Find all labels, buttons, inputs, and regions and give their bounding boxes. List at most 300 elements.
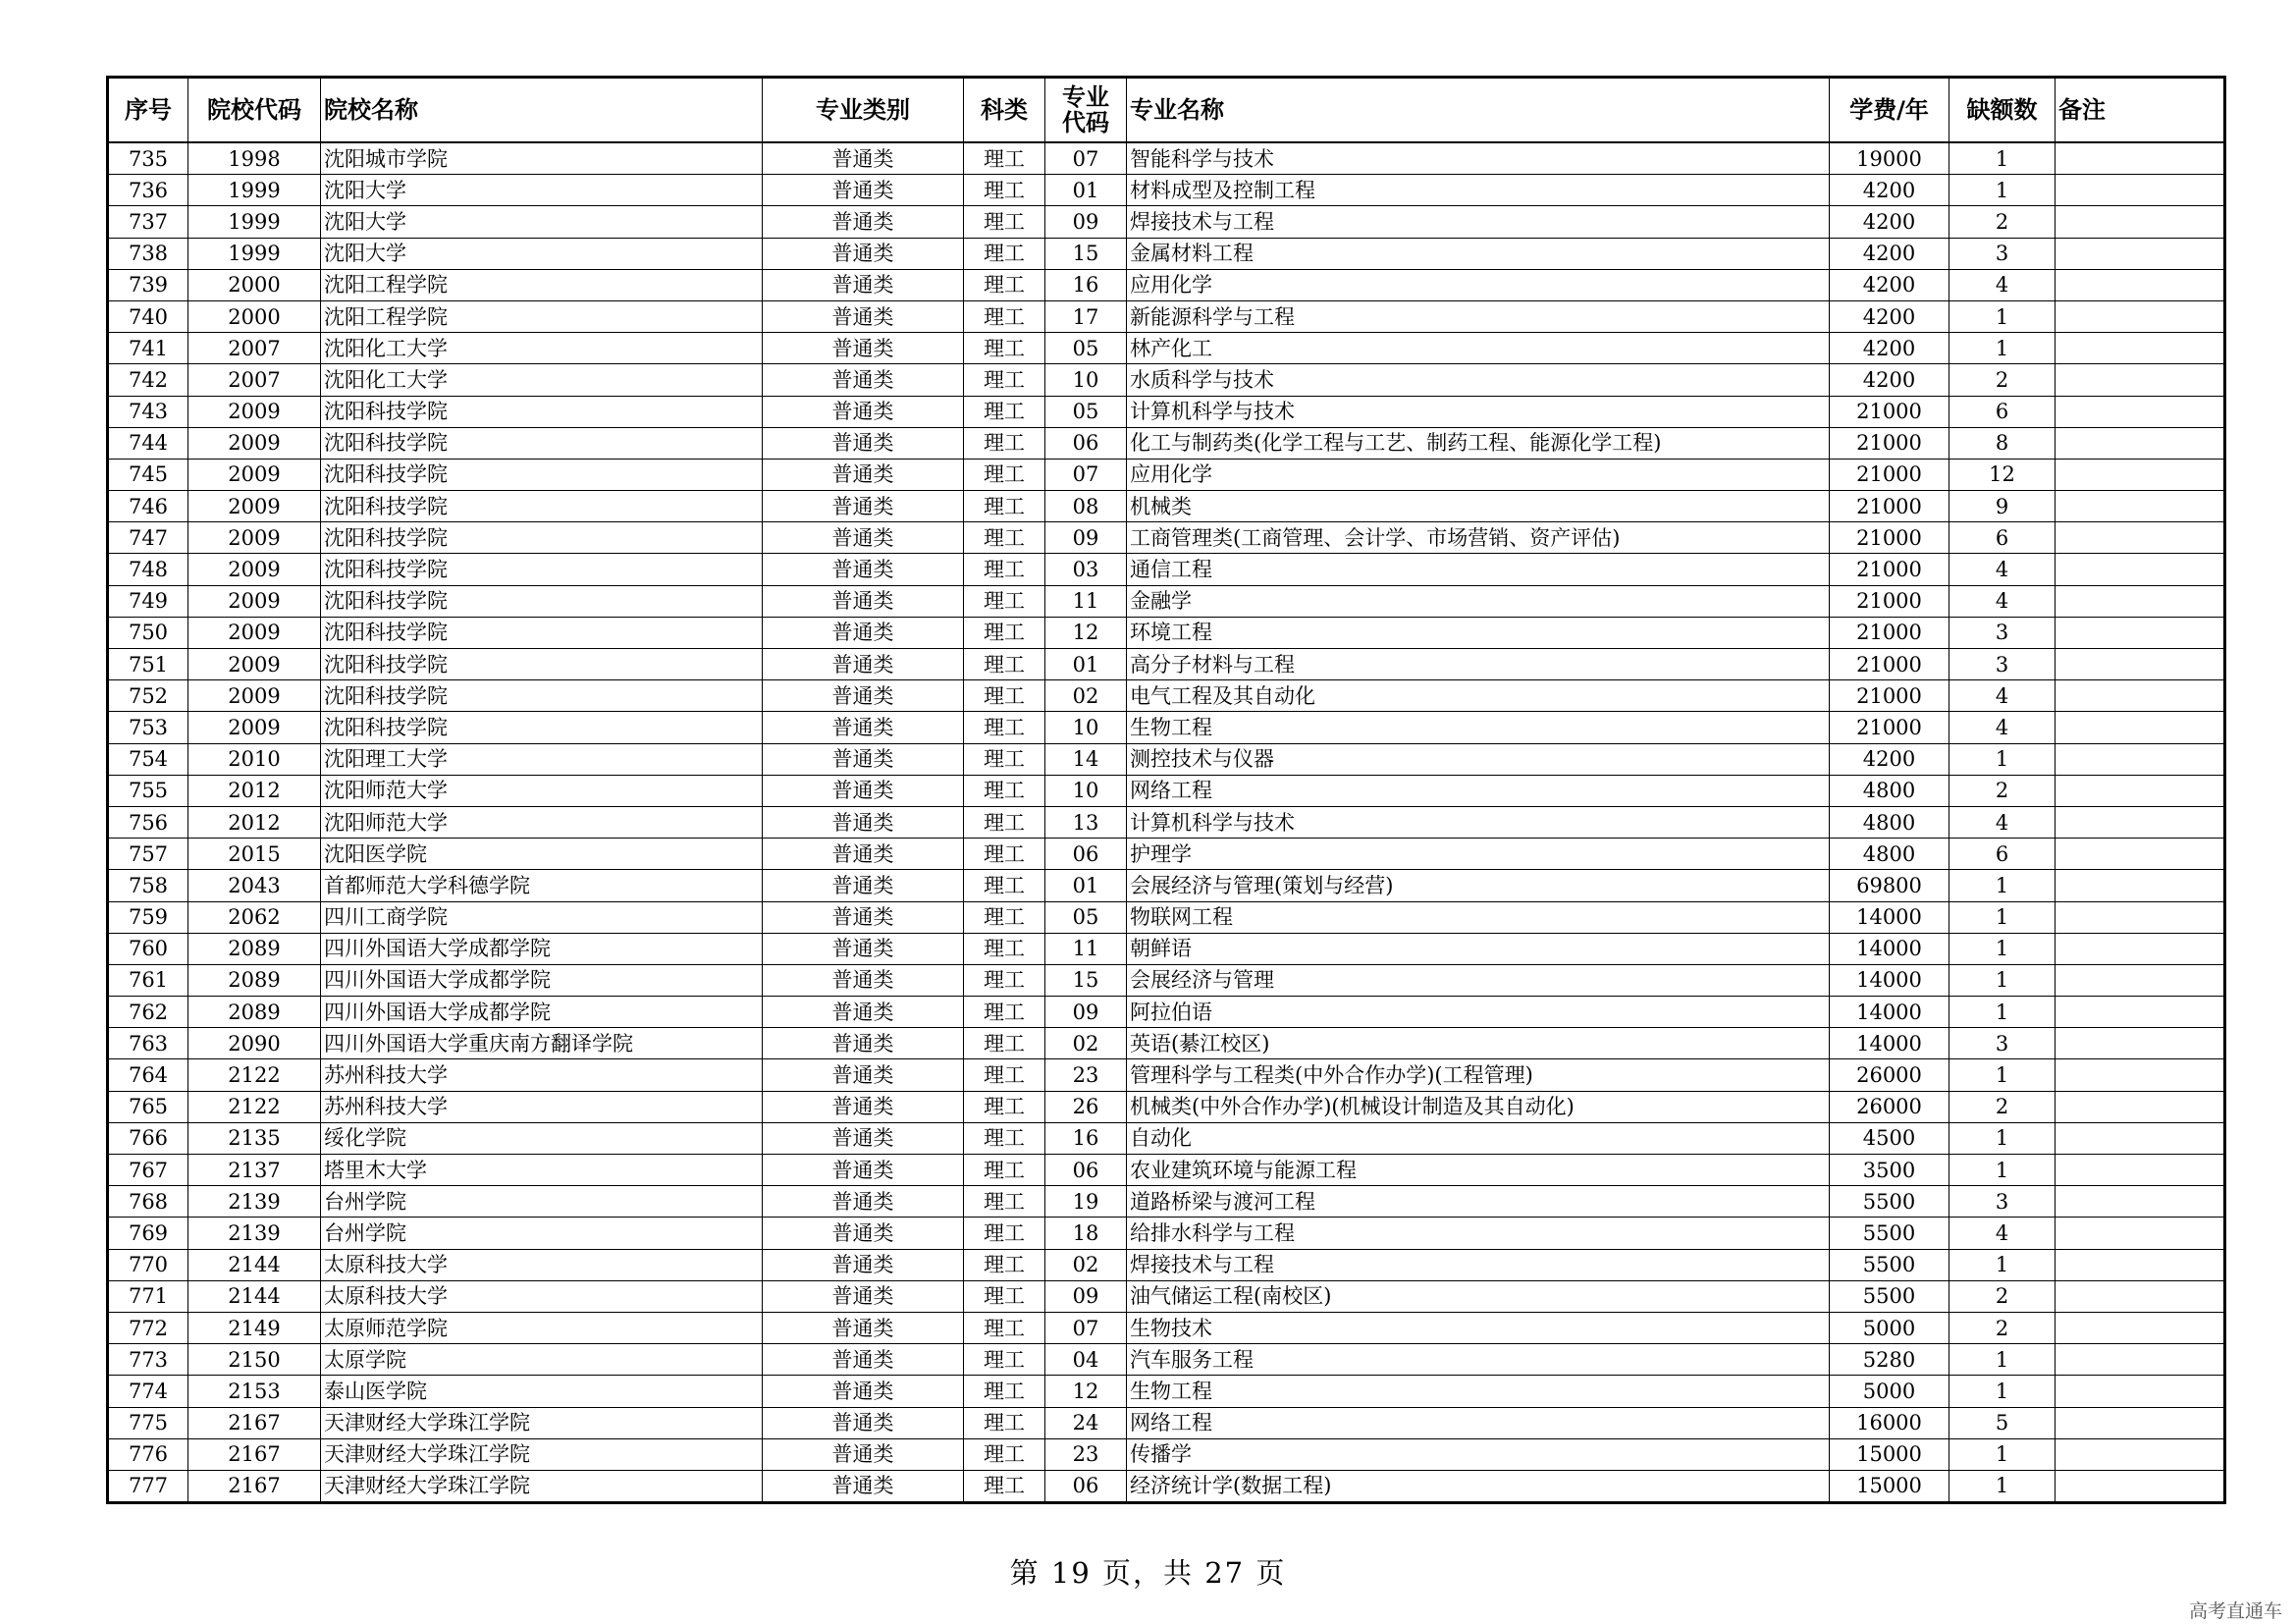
cell-tuition: 26000 — [1830, 1059, 1949, 1091]
cell-major-category: 普通类 — [763, 1091, 964, 1122]
cell-major-name: 环境工程 — [1127, 617, 1830, 648]
cell-tuition: 4200 — [1830, 269, 1949, 300]
cell-major-name: 道路桥梁与渡河工程 — [1127, 1186, 1830, 1218]
cell-notes — [2056, 964, 2225, 996]
cell-seq: 740 — [108, 300, 188, 332]
cell-major-name: 管理科学与工程类(中外合作办学)(工程管理) — [1127, 1059, 1830, 1091]
cell-seq: 764 — [108, 1059, 188, 1091]
cell-vacancies: 3 — [1949, 1028, 2056, 1059]
cell-school-name: 沈阳城市学院 — [321, 142, 763, 175]
cell-school-code: 2090 — [188, 1028, 321, 1059]
cell-major-category: 普通类 — [763, 269, 964, 300]
cell-subject: 理工 — [964, 1344, 1045, 1376]
cell-school-name: 沈阳工程学院 — [321, 300, 763, 332]
header-school-code: 院校代码 — [188, 78, 321, 143]
cell-vacancies: 1 — [1949, 333, 2056, 364]
cell-subject: 理工 — [964, 554, 1045, 585]
cell-school-code: 2150 — [188, 1344, 321, 1376]
cell-notes — [2056, 1155, 2225, 1186]
cell-major-code: 14 — [1045, 743, 1127, 775]
cell-major-category: 普通类 — [763, 1470, 964, 1502]
cell-tuition: 3500 — [1830, 1155, 1949, 1186]
cell-vacancies: 5 — [1949, 1407, 2056, 1438]
cell-notes — [2056, 1344, 2225, 1376]
cell-vacancies: 3 — [1949, 1186, 2056, 1218]
cell-school-code: 2000 — [188, 300, 321, 332]
cell-major-code: 17 — [1045, 300, 1127, 332]
cell-major-category: 普通类 — [763, 1312, 964, 1343]
cell-major-code: 05 — [1045, 396, 1127, 427]
cell-school-code: 1999 — [188, 206, 321, 238]
cell-subject: 理工 — [964, 1059, 1045, 1091]
table-row — [108, 1155, 2225, 1186]
cell-seq: 773 — [108, 1344, 188, 1376]
cell-vacancies: 1 — [1949, 1059, 2056, 1091]
cell-seq: 759 — [108, 901, 188, 933]
cell-seq: 750 — [108, 617, 188, 648]
cell-notes — [2056, 680, 2225, 712]
cell-major-name: 金属材料工程 — [1127, 238, 1830, 269]
cell-subject: 理工 — [964, 1376, 1045, 1407]
cell-school-code: 2089 — [188, 964, 321, 996]
cell-subject: 理工 — [964, 427, 1045, 459]
cell-notes — [2056, 1218, 2225, 1249]
cell-vacancies: 6 — [1949, 396, 2056, 427]
cell-school-code: 2167 — [188, 1470, 321, 1502]
cell-school-code: 2009 — [188, 617, 321, 648]
cell-notes — [2056, 175, 2225, 206]
cell-school-name: 四川外国语大学成都学院 — [321, 964, 763, 996]
table-row — [108, 1470, 2225, 1502]
cell-tuition: 21000 — [1830, 649, 1949, 680]
cell-subject: 理工 — [964, 1407, 1045, 1438]
cell-school-code: 2135 — [188, 1122, 321, 1154]
cell-major-category: 普通类 — [763, 680, 964, 712]
header-seq: 序号 — [108, 78, 188, 143]
table-row — [108, 964, 2225, 996]
cell-subject: 理工 — [964, 522, 1045, 554]
cell-notes — [2056, 1091, 2225, 1122]
cell-notes — [2056, 238, 2225, 269]
cell-major-category: 普通类 — [763, 997, 964, 1028]
cell-subject: 理工 — [964, 775, 1045, 806]
table-row — [108, 680, 2225, 712]
cell-school-code: 2000 — [188, 269, 321, 300]
cell-major-code: 05 — [1045, 901, 1127, 933]
cell-major-code: 10 — [1045, 712, 1127, 743]
cell-notes — [2056, 1249, 2225, 1280]
table-row — [108, 806, 2225, 838]
cell-vacancies: 1 — [1949, 743, 2056, 775]
cell-school-name: 沈阳大学 — [321, 206, 763, 238]
cell-school-name: 天津财经大学珠江学院 — [321, 1438, 763, 1470]
table-row — [108, 775, 2225, 806]
cell-school-name: 塔里木大学 — [321, 1155, 763, 1186]
cell-major-code: 23 — [1045, 1438, 1127, 1470]
cell-notes — [2056, 997, 2225, 1028]
cell-major-category: 普通类 — [763, 396, 964, 427]
cell-school-name: 沈阳科技学院 — [321, 680, 763, 712]
table-row — [108, 712, 2225, 743]
cell-tuition: 21000 — [1830, 522, 1949, 554]
cell-major-name: 网络工程 — [1127, 775, 1830, 806]
cell-school-name: 天津财经大学珠江学院 — [321, 1407, 763, 1438]
cell-major-name: 计算机科学与技术 — [1127, 396, 1830, 427]
cell-seq: 767 — [108, 1155, 188, 1186]
cell-major-name: 金融学 — [1127, 585, 1830, 617]
cell-subject: 理工 — [964, 1280, 1045, 1312]
cell-school-code: 2007 — [188, 364, 321, 396]
header-tuition: 学费/年 — [1830, 78, 1949, 143]
cell-major-category: 普通类 — [763, 1438, 964, 1470]
cell-major-name: 通信工程 — [1127, 554, 1830, 585]
cell-major-code: 26 — [1045, 1091, 1127, 1122]
cell-major-code: 07 — [1045, 459, 1127, 490]
cell-vacancies: 1 — [1949, 1470, 2056, 1502]
cell-major-code: 08 — [1045, 491, 1127, 522]
cell-school-name: 沈阳科技学院 — [321, 427, 763, 459]
cell-major-category: 普通类 — [763, 554, 964, 585]
table-row — [108, 839, 2225, 870]
admission-table — [106, 76, 2226, 1504]
cell-school-name: 天津财经大学珠江学院 — [321, 1470, 763, 1502]
cell-vacancies: 1 — [1949, 997, 2056, 1028]
table-row — [108, 269, 2225, 300]
cell-school-name: 台州学院 — [321, 1218, 763, 1249]
cell-major-category: 普通类 — [763, 1344, 964, 1376]
cell-major-category: 普通类 — [763, 1407, 964, 1438]
cell-subject: 理工 — [964, 680, 1045, 712]
cell-subject: 理工 — [964, 806, 1045, 838]
cell-major-category: 普通类 — [763, 964, 964, 996]
cell-major-code: 04 — [1045, 1344, 1127, 1376]
cell-subject: 理工 — [964, 459, 1045, 490]
cell-school-name: 沈阳理工大学 — [321, 743, 763, 775]
cell-school-code: 2137 — [188, 1155, 321, 1186]
cell-tuition: 4800 — [1830, 775, 1949, 806]
cell-seq: 770 — [108, 1249, 188, 1280]
cell-major-code: 16 — [1045, 269, 1127, 300]
cell-school-name: 太原师范学院 — [321, 1312, 763, 1343]
cell-tuition: 4200 — [1830, 238, 1949, 269]
cell-major-name: 电气工程及其自动化 — [1127, 680, 1830, 712]
cell-major-name: 应用化学 — [1127, 459, 1830, 490]
cell-vacancies: 3 — [1949, 238, 2056, 269]
cell-notes — [2056, 1312, 2225, 1343]
cell-major-category: 普通类 — [763, 522, 964, 554]
header-major-name: 专业名称 — [1127, 78, 1830, 143]
cell-major-name: 会展经济与管理(策划与经营) — [1127, 870, 1830, 901]
cell-seq: 758 — [108, 870, 188, 901]
cell-school-code: 2043 — [188, 870, 321, 901]
cell-school-code: 2009 — [188, 396, 321, 427]
table-row — [108, 1122, 2225, 1154]
cell-subject: 理工 — [964, 617, 1045, 648]
cell-school-code: 2122 — [188, 1091, 321, 1122]
cell-school-name: 沈阳科技学院 — [321, 649, 763, 680]
cell-tuition: 4500 — [1830, 1122, 1949, 1154]
cell-tuition: 4200 — [1830, 364, 1949, 396]
cell-seq: 763 — [108, 1028, 188, 1059]
cell-notes — [2056, 396, 2225, 427]
cell-tuition: 14000 — [1830, 933, 1949, 964]
cell-major-name: 测控技术与仪器 — [1127, 743, 1830, 775]
table-row — [108, 238, 2225, 269]
cell-notes — [2056, 300, 2225, 332]
cell-vacancies: 1 — [1949, 870, 2056, 901]
header-vacancies: 缺额数 — [1949, 78, 2056, 143]
table-row — [108, 522, 2225, 554]
cell-subject: 理工 — [964, 1470, 1045, 1502]
cell-seq: 772 — [108, 1312, 188, 1343]
cell-major-code: 09 — [1045, 997, 1127, 1028]
cell-major-code: 02 — [1045, 680, 1127, 712]
cell-notes — [2056, 1438, 2225, 1470]
cell-tuition: 26000 — [1830, 1091, 1949, 1122]
cell-school-name: 沈阳科技学院 — [321, 491, 763, 522]
cell-school-code: 2009 — [188, 680, 321, 712]
cell-notes — [2056, 870, 2225, 901]
table-row — [108, 206, 2225, 238]
cell-tuition: 21000 — [1830, 585, 1949, 617]
cell-seq: 762 — [108, 997, 188, 1028]
cell-major-name: 机械类(中外合作办学)(机械设计制造及其自动化) — [1127, 1091, 1830, 1122]
cell-major-code: 12 — [1045, 1376, 1127, 1407]
cell-major-category: 普通类 — [763, 617, 964, 648]
cell-school-code: 2167 — [188, 1438, 321, 1470]
cell-major-code: 18 — [1045, 1218, 1127, 1249]
cell-subject: 理工 — [964, 870, 1045, 901]
cell-major-name: 水质科学与技术 — [1127, 364, 1830, 396]
cell-subject: 理工 — [964, 300, 1045, 332]
cell-major-category: 普通类 — [763, 300, 964, 332]
cell-tuition: 4200 — [1830, 300, 1949, 332]
cell-school-code: 2139 — [188, 1186, 321, 1218]
cell-major-name: 给排水科学与工程 — [1127, 1218, 1830, 1249]
header-major-code: 专业代码 — [1045, 78, 1127, 143]
cell-school-name: 沈阳科技学院 — [321, 522, 763, 554]
cell-seq: 755 — [108, 775, 188, 806]
cell-seq: 747 — [108, 522, 188, 554]
cell-subject: 理工 — [964, 712, 1045, 743]
cell-vacancies: 1 — [1949, 1438, 2056, 1470]
cell-major-name: 汽车服务工程 — [1127, 1344, 1830, 1376]
cell-school-name: 台州学院 — [321, 1186, 763, 1218]
cell-major-category: 普通类 — [763, 870, 964, 901]
table-row — [108, 300, 2225, 332]
cell-major-category: 普通类 — [763, 333, 964, 364]
cell-school-code: 2089 — [188, 933, 321, 964]
cell-vacancies: 3 — [1949, 649, 2056, 680]
cell-vacancies: 6 — [1949, 839, 2056, 870]
cell-notes — [2056, 269, 2225, 300]
cell-notes — [2056, 427, 2225, 459]
cell-seq: 745 — [108, 459, 188, 490]
cell-major-category: 普通类 — [763, 901, 964, 933]
header-notes: 备注 — [2056, 78, 2225, 143]
cell-school-name: 沈阳医学院 — [321, 839, 763, 870]
cell-tuition: 21000 — [1830, 491, 1949, 522]
cell-major-code: 01 — [1045, 649, 1127, 680]
cell-vacancies: 1 — [1949, 1249, 2056, 1280]
cell-notes — [2056, 206, 2225, 238]
cell-notes — [2056, 1059, 2225, 1091]
cell-school-code: 2122 — [188, 1059, 321, 1091]
cell-school-name: 绥化学院 — [321, 1122, 763, 1154]
cell-tuition: 5000 — [1830, 1312, 1949, 1343]
cell-school-name: 四川外国语大学成都学院 — [321, 997, 763, 1028]
cell-vacancies: 1 — [1949, 901, 2056, 933]
cell-tuition: 4200 — [1830, 175, 1949, 206]
cell-vacancies: 2 — [1949, 206, 2056, 238]
cell-vacancies: 4 — [1949, 1218, 2056, 1249]
cell-major-category: 普通类 — [763, 806, 964, 838]
table-row — [108, 396, 2225, 427]
cell-vacancies: 4 — [1949, 680, 2056, 712]
table-row — [108, 1407, 2225, 1438]
cell-major-name: 化工与制药类(化学工程与工艺、制药工程、能源化学工程) — [1127, 427, 1830, 459]
cell-major-name: 工商管理类(工商管理、会计学、市场营销、资产评估) — [1127, 522, 1830, 554]
cell-subject: 理工 — [964, 933, 1045, 964]
cell-major-name: 林产化工 — [1127, 333, 1830, 364]
table-row — [108, 491, 2225, 522]
cell-tuition: 21000 — [1830, 617, 1949, 648]
cell-subject: 理工 — [964, 175, 1045, 206]
cell-school-name: 沈阳科技学院 — [321, 617, 763, 648]
cell-vacancies: 2 — [1949, 1280, 2056, 1312]
table-row — [108, 901, 2225, 933]
cell-seq: 735 — [108, 142, 188, 175]
cell-major-name: 生物技术 — [1127, 1312, 1830, 1343]
cell-tuition: 14000 — [1830, 964, 1949, 996]
cell-notes — [2056, 1028, 2225, 1059]
table-body — [108, 142, 2225, 1503]
cell-notes — [2056, 712, 2225, 743]
cell-major-category: 普通类 — [763, 585, 964, 617]
cell-major-category: 普通类 — [763, 459, 964, 490]
cell-school-name: 太原学院 — [321, 1344, 763, 1376]
cell-subject: 理工 — [964, 743, 1045, 775]
cell-notes — [2056, 839, 2225, 870]
cell-major-code: 06 — [1045, 1155, 1127, 1186]
cell-school-code: 2009 — [188, 649, 321, 680]
cell-seq: 754 — [108, 743, 188, 775]
cell-school-code: 2149 — [188, 1312, 321, 1343]
cell-major-code: 01 — [1045, 175, 1127, 206]
cell-notes — [2056, 364, 2225, 396]
cell-tuition: 4200 — [1830, 333, 1949, 364]
cell-vacancies: 2 — [1949, 775, 2056, 806]
cell-major-category: 普通类 — [763, 1059, 964, 1091]
table-row — [108, 1344, 2225, 1376]
cell-notes — [2056, 649, 2225, 680]
cell-seq: 739 — [108, 269, 188, 300]
cell-seq: 756 — [108, 806, 188, 838]
cell-seq: 738 — [108, 238, 188, 269]
cell-vacancies: 4 — [1949, 806, 2056, 838]
cell-major-code: 06 — [1045, 427, 1127, 459]
table-row — [108, 1438, 2225, 1470]
cell-major-category: 普通类 — [763, 1028, 964, 1059]
cell-tuition: 21000 — [1830, 680, 1949, 712]
cell-seq: 766 — [108, 1122, 188, 1154]
cell-tuition: 21000 — [1830, 712, 1949, 743]
cell-subject: 理工 — [964, 1122, 1045, 1154]
cell-major-category: 普通类 — [763, 649, 964, 680]
cell-major-code: 13 — [1045, 806, 1127, 838]
cell-subject: 理工 — [964, 901, 1045, 933]
cell-subject: 理工 — [964, 333, 1045, 364]
cell-school-name: 沈阳师范大学 — [321, 775, 763, 806]
cell-seq: 748 — [108, 554, 188, 585]
cell-major-code: 09 — [1045, 1280, 1127, 1312]
watermark: 高考直通车 — [2188, 1600, 2282, 1622]
cell-seq: 736 — [108, 175, 188, 206]
cell-major-name: 焊接技术与工程 — [1127, 206, 1830, 238]
cell-school-name: 沈阳科技学院 — [321, 396, 763, 427]
cell-notes — [2056, 1186, 2225, 1218]
cell-major-name: 经济统计学(数据工程) — [1127, 1470, 1830, 1502]
cell-major-name: 网络工程 — [1127, 1407, 1830, 1438]
table-row — [108, 364, 2225, 396]
cell-school-code: 2009 — [188, 459, 321, 490]
cell-major-category: 普通类 — [763, 933, 964, 964]
cell-major-name: 焊接技术与工程 — [1127, 1249, 1830, 1280]
cell-tuition: 5280 — [1830, 1344, 1949, 1376]
cell-subject: 理工 — [964, 1312, 1045, 1343]
cell-school-code: 2009 — [188, 585, 321, 617]
cell-school-name: 四川外国语大学重庆南方翻译学院 — [321, 1028, 763, 1059]
cell-major-category: 普通类 — [763, 142, 964, 175]
cell-major-name: 生物工程 — [1127, 712, 1830, 743]
table-header-row — [108, 78, 2225, 143]
cell-major-category: 普通类 — [763, 1122, 964, 1154]
cell-school-name: 苏州科技大学 — [321, 1059, 763, 1091]
cell-major-code: 10 — [1045, 364, 1127, 396]
cell-major-name: 物联网工程 — [1127, 901, 1830, 933]
cell-major-code: 19 — [1045, 1186, 1127, 1218]
cell-notes — [2056, 333, 2225, 364]
cell-major-code: 11 — [1045, 585, 1127, 617]
cell-seq: 761 — [108, 964, 188, 996]
cell-seq: 769 — [108, 1218, 188, 1249]
cell-major-code: 12 — [1045, 617, 1127, 648]
cell-major-code: 06 — [1045, 1470, 1127, 1502]
cell-major-code: 01 — [1045, 870, 1127, 901]
cell-tuition: 19000 — [1830, 142, 1949, 175]
cell-seq: 749 — [108, 585, 188, 617]
cell-major-code: 23 — [1045, 1059, 1127, 1091]
cell-vacancies: 6 — [1949, 522, 2056, 554]
cell-notes — [2056, 775, 2225, 806]
cell-major-name: 新能源科学与工程 — [1127, 300, 1830, 332]
header-major-category: 专业类别 — [763, 78, 964, 143]
cell-notes — [2056, 142, 2225, 175]
table-row — [108, 1028, 2225, 1059]
cell-school-code: 2153 — [188, 1376, 321, 1407]
cell-major-category: 普通类 — [763, 238, 964, 269]
cell-school-name: 沈阳科技学院 — [321, 554, 763, 585]
cell-seq: 775 — [108, 1407, 188, 1438]
cell-major-code: 10 — [1045, 775, 1127, 806]
cell-notes — [2056, 1376, 2225, 1407]
cell-school-code: 2015 — [188, 839, 321, 870]
cell-school-code: 2144 — [188, 1249, 321, 1280]
cell-vacancies: 4 — [1949, 269, 2056, 300]
cell-subject: 理工 — [964, 269, 1045, 300]
cell-major-code: 09 — [1045, 522, 1127, 554]
cell-school-name: 沈阳师范大学 — [321, 806, 763, 838]
